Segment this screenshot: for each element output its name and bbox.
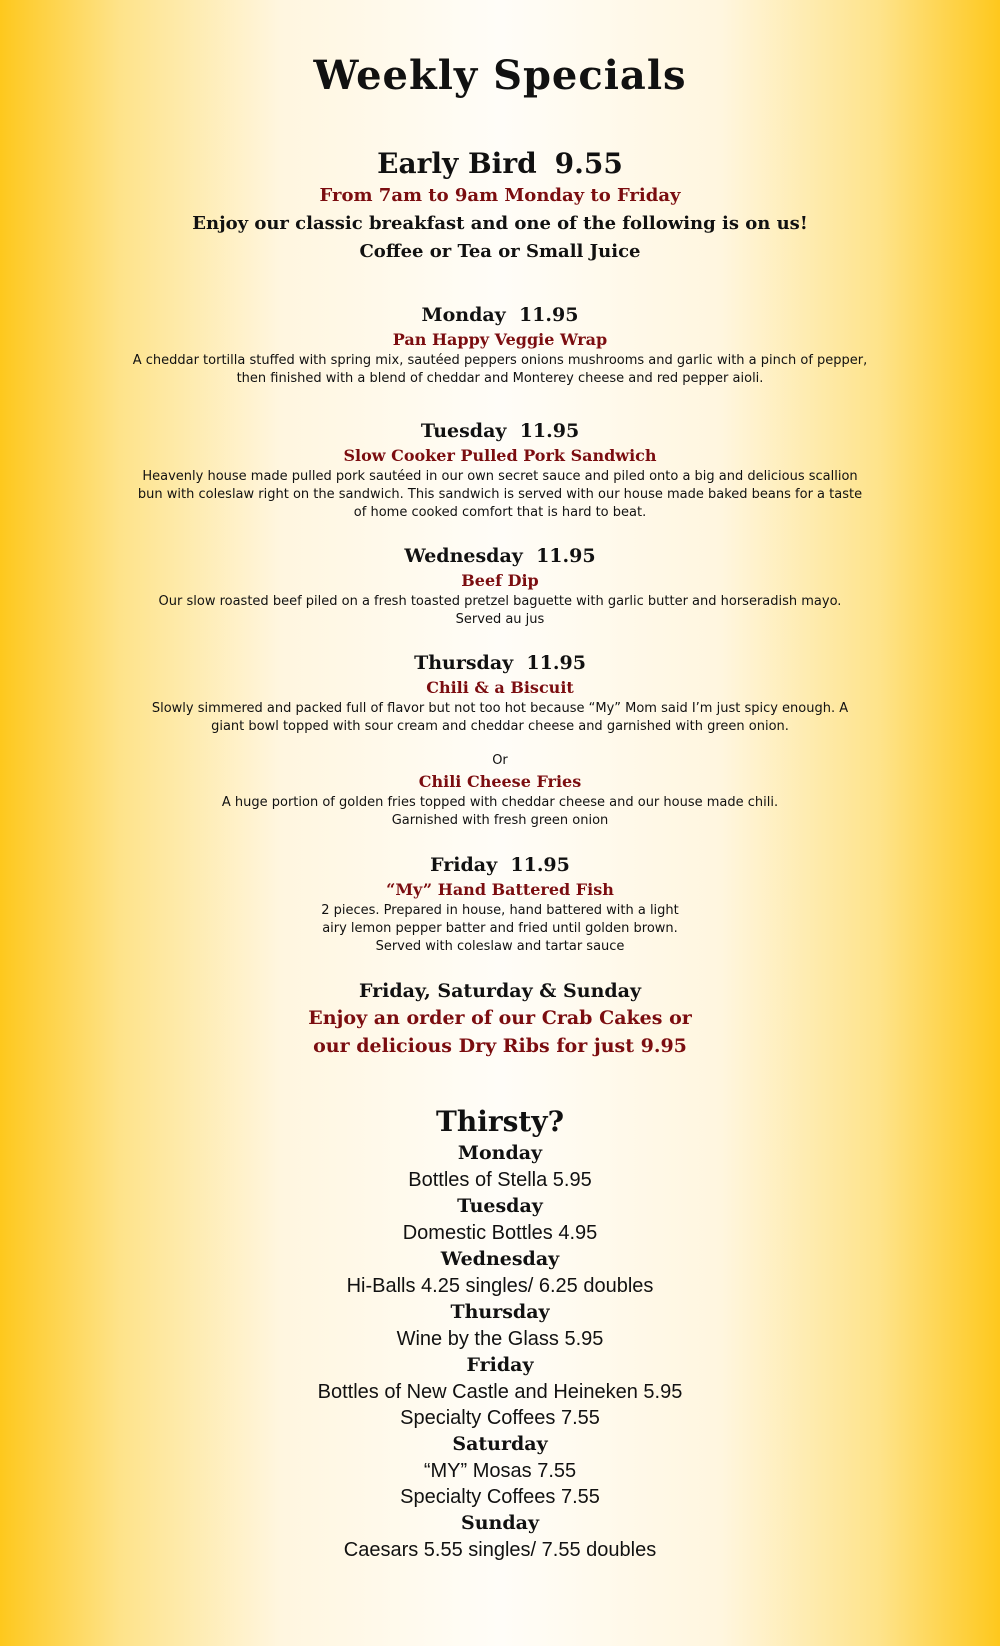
weekend-days: Friday, Saturday & Sunday (358, 980, 642, 1002)
drink-item: Bottles of New Castle and Heineken 5.95 (317, 1381, 683, 1403)
thursday-price: 11.95 (526, 652, 586, 674)
early-bird-hours: From 7am to 9am Monday to Friday (319, 185, 681, 206)
wednesday-price: 11.95 (536, 545, 596, 567)
tuesday-price: 11.95 (519, 420, 580, 442)
weekend-offer-line: our delicious Dry Ribs for just 9.95 (313, 1035, 687, 1057)
tuesday-heading (0, 418, 1000, 444)
drinks-heading: Thirsty? (436, 1105, 564, 1138)
friday-dish: “My” Hand Battered Fish (386, 880, 614, 899)
friday-desc-line: Served with coleslaw and tartar sauce (375, 939, 625, 954)
monday-dish: Pan Happy Veggie Wrap (392, 330, 608, 349)
monday-day: Monday (421, 304, 506, 326)
monday-price: 11.95 (518, 304, 579, 326)
friday-special (0, 852, 1000, 956)
drink-item: Caesars 5.55 singles/ 7.55 doubles (343, 1539, 657, 1561)
thursday-alt-desc-line: Garnished with fresh green onion (391, 813, 609, 828)
thursday-heading (0, 650, 1000, 676)
drink-day-heading: Thursday (450, 1301, 550, 1323)
drink-day-heading: Saturday (452, 1433, 548, 1455)
monday-heading (0, 302, 1000, 328)
tuesday-special (0, 418, 1000, 522)
early-bird-options: Coffee or Tea or Small Juice (359, 241, 641, 262)
weekend-special (0, 978, 1000, 1060)
page-title: Weekly Specials (313, 52, 687, 99)
thursday-special (0, 650, 1000, 830)
friday-price: 11.95 (510, 854, 570, 876)
friday-day: Friday (430, 854, 498, 876)
tuesday-desc-line: bun with coleslaw right on the sandwich. This sandwich is served with our house made baked beans for a taste (137, 487, 863, 502)
drink-day-heading: Sunday (461, 1512, 539, 1534)
drink-day-heading: Monday (457, 1142, 543, 1164)
drink-item: Domestic Bottles 4.95 (402, 1222, 598, 1244)
drink-item: Hi-Balls 4.25 singles/ 6.25 doubles (346, 1275, 654, 1297)
thursday-alt-dish: Chili Cheese Fries (418, 772, 582, 791)
friday-desc-line: 2 pieces. Prepared in house, hand battered with a light (321, 903, 679, 918)
wednesday-desc-line: Our slow roasted beef piled on a fresh toasted pretzel baguette with garlic butter and horseradish mayo. (158, 594, 842, 609)
thursday-desc-line: Slowly simmered and packed full of flavor but not too hot because “My” Mom said I’m just spicy enough. A (151, 701, 849, 716)
monday-desc-line: A cheddar tortilla stuffed with spring mix, sautéed peppers onions mushrooms and garlic with a pinch of pepper, (132, 353, 868, 368)
drinks-section (0, 1104, 1000, 1563)
wednesday-dish: Beef Dip (461, 571, 539, 590)
tuesday-dish: Slow Cooker Pulled Pork Sandwich (343, 446, 657, 465)
drink-item: Specialty Coffees 7.55 (400, 1407, 600, 1429)
wednesday-desc-line: Served au jus (455, 612, 545, 627)
tuesday-desc-line: Heavenly house made pulled pork sautéed in our own secret sauce and piled onto a big and delicious scallion (142, 469, 858, 484)
thursday-desc-line: giant bowl topped with sour cream and cheddar cheese and garnished with green onion. (211, 719, 789, 734)
monday-special (0, 302, 1000, 388)
tuesday-desc-line: of home cooked comfort that is hard to beat. (353, 505, 647, 520)
early-bird-price: 9.55 (554, 147, 623, 180)
drink-item: Wine by the Glass 5.95 (396, 1328, 604, 1350)
early-bird-heading (0, 146, 1000, 182)
drink-day-heading: Tuesday (457, 1195, 543, 1217)
wednesday-heading (0, 543, 1000, 569)
tuesday-day: Tuesday (420, 420, 507, 442)
friday-heading (0, 852, 1000, 878)
early-bird-name: Early Bird (377, 147, 537, 180)
drink-item: Bottles of Stella 5.95 (408, 1169, 592, 1191)
drink-item: Specialty Coffees 7.55 (400, 1486, 600, 1508)
thursday-alt-desc-line: A huge portion of golden fries topped with cheddar cheese and our house made chili. (221, 795, 779, 810)
early-bird-offer: Enjoy our classic breakfast and one of the following is on us! (192, 213, 808, 234)
friday-desc-line: airy lemon pepper batter and fried until golden brown. (322, 921, 678, 936)
thursday-day: Thursday (414, 652, 514, 674)
weekend-offer-line: Enjoy an order of our Crab Cakes or (308, 1007, 692, 1029)
thursday-dish: Chili & a Biscuit (426, 678, 574, 697)
wednesday-day: Wednesday (404, 545, 523, 567)
drink-day-heading: Friday (466, 1354, 534, 1376)
monday-desc-line: then finished with a blend of cheddar and Monterey cheese and red pepper aioli. (236, 371, 764, 386)
drink-item: “MY” Mosas 7.55 (423, 1460, 577, 1482)
wednesday-special (0, 543, 1000, 629)
drink-day-heading: Wednesday (440, 1248, 560, 1270)
thursday-or: Or (492, 753, 508, 768)
early-bird-section (0, 146, 1000, 266)
